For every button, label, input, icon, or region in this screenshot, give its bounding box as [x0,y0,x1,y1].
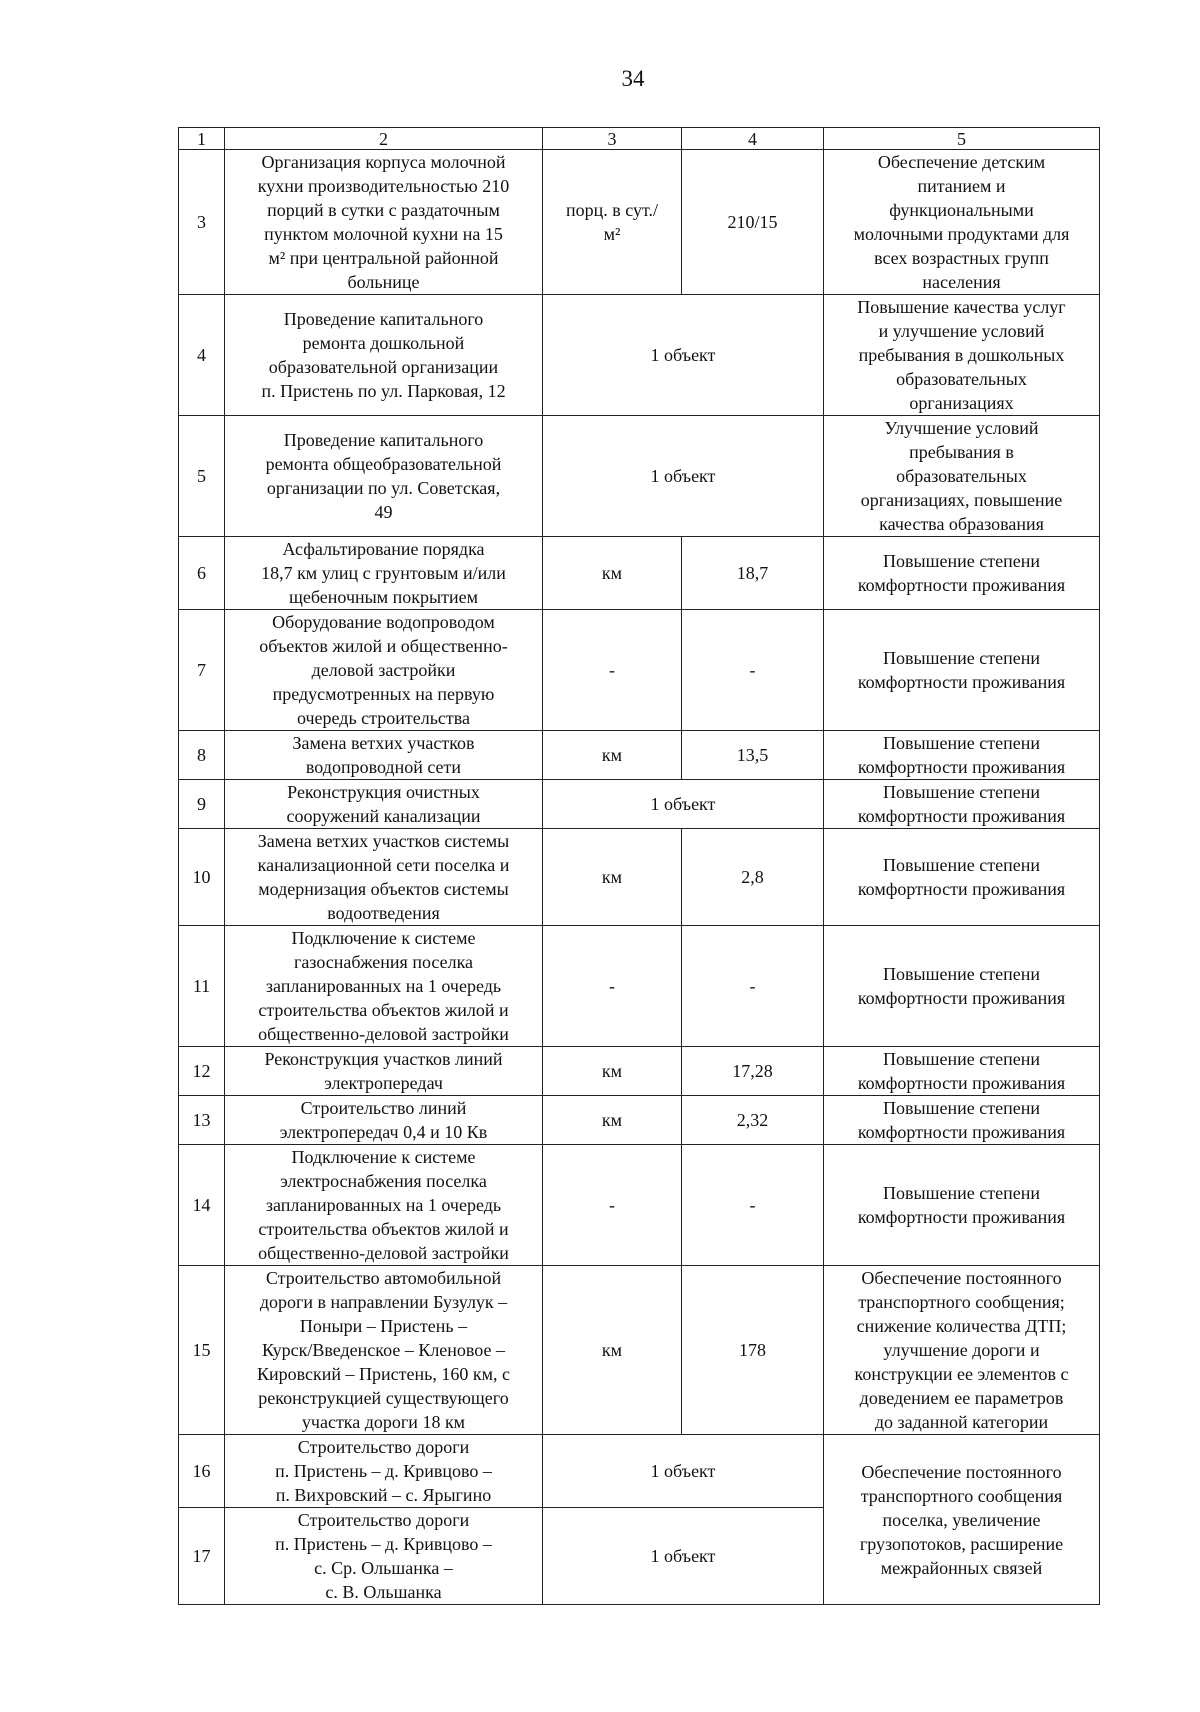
row-number-cell-text: 10 [192,867,211,887]
measure-description-cell [225,731,543,780]
result-cell-text: Обеспечение постоянного транспортного сообщения поселка, увеличение грузопотоков, расширение межрайонных связей [859,1461,1064,1578]
measure-description-cell-text: Реконструкция участков линий электропередач [264,1049,503,1093]
header-cell: 4 [682,128,824,150]
value-cell [682,1047,824,1096]
result-cell [824,610,1100,731]
result-cell-text: Повышение степени комфортности проживания [857,1183,1066,1227]
quantity-merged-cell [543,295,824,416]
value-cell [682,829,824,926]
row-number-cell [179,537,225,610]
measure-description-cell [225,1435,543,1508]
row-number-cell [179,610,225,731]
row-number-cell [179,295,225,416]
unit-cell-text: км [601,1340,623,1360]
result-cell [824,1047,1100,1096]
unit-cell-text: - [609,660,615,680]
row-number-cell-text: 9 [197,794,206,814]
unit-cell [543,731,682,780]
row-number-cell-text: 16 [192,1461,211,1481]
unit-cell [543,537,682,610]
table-row [179,1096,1100,1145]
result-cell-text: Обеспечение детским питанием и функциональными молочными продуктами для всех возрастных групп населения [853,152,1070,292]
unit-cell-text: км [601,563,623,583]
quantity-merged-cell [543,1508,824,1605]
measure-description-cell-text: Строительство автомобильной дороги в направлении Бузулук – Поныри – Пристень – Курск/Введенское – Кленовое – Кировский – Пристень, 160 км, с реконструкцией существующего участка дороги 18 км [257,1268,510,1432]
measure-description-cell-text: Строительство дороги п. Пристень – д. Кривцово – с. Ср. Ольшанка – с. В. Ольшанка [275,1510,492,1602]
result-cell-text: Повышение степени комфортности проживания [857,964,1066,1008]
table-row [179,150,1100,295]
header-row [179,128,1100,150]
unit-cell-text: км [601,1061,623,1081]
unit-cell [543,150,682,295]
result-cell-text: Повышение степени комфортности проживания [857,782,1066,826]
unit-cell-text: порц. в сут./ м² [565,200,659,244]
measure-description-cell-text: Проведение капитального ремонта общеобразовательной организации по ул. Советская, 49 [265,430,502,522]
measure-description-cell [225,1096,543,1145]
measure-description-cell [225,416,543,537]
row-number-cell-text: 14 [192,1195,211,1215]
row-number-cell-text: 8 [197,745,206,765]
measure-description-cell-text: Замена ветхих участков системы канализационной сети поселка и модернизация объектов системы водоотведения [257,831,510,923]
result-cell [824,537,1100,610]
quantity-merged-cell-text: 1 объект [650,1546,716,1566]
value-cell-text: - [749,660,756,680]
row-number-cell [179,1435,225,1508]
measure-description-cell [225,780,543,829]
result-cell-text: Повышение степени комфортности проживания [857,1049,1066,1093]
measure-description-cell-text: Оборудование водопроводом объектов жилой и общественно- деловой застройки предусмотренных на первую очередь строительства [259,612,508,728]
measure-description-cell [225,295,543,416]
row-number-cell-text: 13 [192,1110,211,1130]
result-cell-text: Повышение степени комфортности проживания [857,855,1066,899]
result-cell [824,731,1100,780]
row-number-cell [179,780,225,829]
measure-description-cell [225,926,543,1047]
row-number-cell [179,1047,225,1096]
unit-cell-text: км [601,745,623,765]
table-row [179,537,1100,610]
unit-cell [543,610,682,731]
table-row [179,416,1100,537]
table-row [179,780,1100,829]
quantity-merged-cell [543,1435,824,1508]
row-number-cell [179,829,225,926]
value-cell [682,610,824,731]
measure-description-cell-text: Подключение к системе газоснабжения поселка запланированных на 1 очередь строительства объектов жилой и общественно-деловой застройки [258,928,509,1044]
result-cell [824,295,1100,416]
header-cell: 5 [824,128,1100,150]
table-row [179,1266,1100,1435]
value-cell [682,1096,824,1145]
value-cell-text: 13,5 [736,745,769,765]
result-cell [824,150,1100,295]
value-cell [682,731,824,780]
row-number-cell [179,150,225,295]
unit-cell-text: - [609,1195,615,1215]
result-cell [824,1145,1100,1266]
row-number-cell-text: 7 [197,660,206,680]
measure-description-cell-text: Замена ветхих участков водопроводной сети [292,733,475,777]
unit-cell [543,926,682,1047]
value-cell [682,537,824,610]
measure-description-cell [225,829,543,926]
result-cell-text: Повышение качества услуг и улучшение условий пребывания в дошкольных образовательных организациях [857,297,1066,413]
table-row [179,610,1100,731]
result-cell [824,416,1100,537]
value-cell-text: 2,32 [736,1110,769,1130]
value-cell [682,926,824,1047]
measure-description-cell-text: Строительство дороги п. Пристень – д. Кривцово – п. Вихровский – с. Ярыгино [275,1437,492,1505]
result-cell-text: Повышение степени комфортности проживания [857,733,1066,777]
row-number-cell [179,416,225,537]
table-row [179,731,1100,780]
unit-cell [543,1096,682,1145]
unit-cell [543,1145,682,1266]
row-number-cell-text: 6 [197,563,206,583]
value-cell-text: - [749,976,756,996]
table-row [179,926,1100,1047]
table-row [179,829,1100,926]
table-row [179,295,1100,416]
measure-description-cell-text: Реконструкция очистных сооружений канализации [286,782,481,826]
measure-description-cell [225,537,543,610]
row-number-cell-text: 5 [197,466,206,486]
value-cell-text: 210/15 [727,212,778,232]
measure-description-cell [225,1508,543,1605]
quantity-merged-cell [543,780,824,829]
page-number: 34 [621,66,645,91]
header-cell: 3 [543,128,682,150]
unit-cell-text: - [609,976,615,996]
measure-description-cell [225,1047,543,1096]
value-cell-text: - [749,1195,756,1215]
value-cell-text: 2,8 [741,867,764,887]
result-cell-text: Повышение степени комфортности проживания [857,648,1066,692]
row-number-cell-text: 4 [197,345,206,365]
row-number-cell-text: 11 [192,976,211,996]
result-cell [824,1096,1100,1145]
result-cell-text: Обеспечение постоянного транспортного сообщения; снижение количества ДТП; улучшение дороги и конструкции ее элементов с доведением ее параметров до заданной категории [854,1268,1069,1432]
value-cell-text: 17,28 [732,1061,773,1081]
unit-cell-text: км [601,1110,623,1130]
result-cell-text: Повышение степени комфортности проживания [857,1098,1066,1142]
table-row [179,1435,1100,1508]
measure-description-cell [225,1145,543,1266]
row-number-cell-text: 12 [192,1061,211,1081]
result-cell-text: Улучшение условий пребывания в образовательных организациях, повышение качества образования [860,418,1063,534]
value-cell-text: 178 [739,1340,766,1360]
quantity-merged-cell-text: 1 объект [650,345,716,365]
measure-description-cell [225,150,543,295]
measure-description-cell [225,1266,543,1435]
measure-description-cell [225,610,543,731]
unit-cell [543,829,682,926]
unit-cell [543,1266,682,1435]
quantity-merged-cell [543,416,824,537]
value-cell-text: 18,7 [736,563,769,583]
measure-description-cell-text: Асфальтирование порядка 18,7 км улиц с грунтовым и/или щебеночным покрытием [261,539,506,607]
row-number-cell [179,1145,225,1266]
row-number-cell [179,1096,225,1145]
quantity-merged-cell-text: 1 объект [650,466,716,486]
row-number-cell-text: 17 [192,1546,211,1566]
header-cell: 1 [179,128,225,150]
quantity-merged-cell-text: 1 объект [650,794,716,814]
value-cell [682,1145,824,1266]
header-cell: 2 [225,128,543,150]
measure-description-cell-text: Строительство линий электропередач 0,4 и 10 Кв [279,1098,488,1142]
unit-cell-text: км [601,867,623,887]
value-cell [682,1266,824,1435]
value-cell [682,150,824,295]
table-row [179,1047,1100,1096]
measure-description-cell-text: Проведение капитального ремонта дошкольной образовательной организации п. Пристень по ул. Парковая, 12 [261,309,506,401]
table-row [179,1145,1100,1266]
row-number-cell [179,926,225,1047]
result-cell [824,829,1100,926]
row-number-cell [179,1508,225,1605]
unit-cell [543,1047,682,1096]
result-cell [824,1266,1100,1435]
row-number-cell-text: 15 [192,1340,211,1360]
result-cell-text: Повышение степени комфортности проживания [857,551,1066,595]
result-cell [824,1435,1100,1605]
row-number-cell [179,1266,225,1435]
row-number-cell-text: 3 [197,212,206,232]
measure-description-cell-text: Организация корпуса молочной кухни производительностью 210 порций в сутки с раздаточным пунктом молочной кухни на 15 м² при центральной районной больнице [257,152,510,292]
measures-table [178,127,1100,1605]
measure-description-cell-text: Подключение к системе электроснабжения поселка запланированных на 1 очередь строительства объектов жилой и общественно-деловой застройки [258,1147,509,1263]
row-number-cell [179,731,225,780]
result-cell [824,926,1100,1047]
quantity-merged-cell-text: 1 объект [650,1461,716,1481]
result-cell [824,780,1100,829]
